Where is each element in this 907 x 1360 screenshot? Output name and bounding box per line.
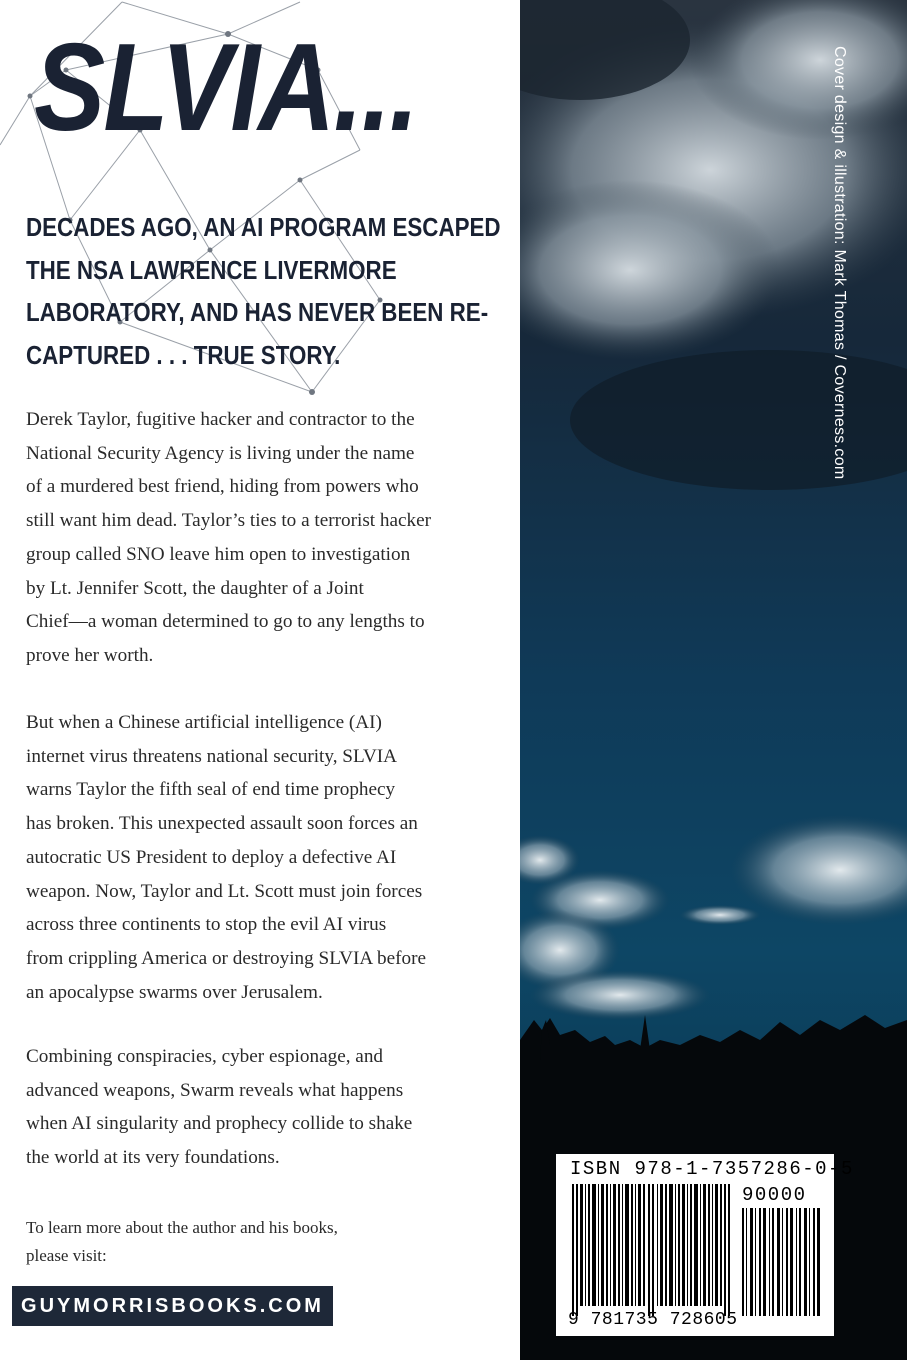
text-line: autocratic US President to deploy a defective AI: [26, 846, 397, 868]
text-line: Derek Taylor, fugitive hacker and contractor to the: [26, 409, 415, 430]
text-line: still want him dead. Taylor’s ties to a terrorist hacker: [26, 510, 432, 532]
isbn-barcode-panel: [556, 1154, 854, 1336]
isbn-text: ISBN 978-1-7357286-0-5: [570, 1158, 854, 1180]
text-line: by Lt. Jennifer Scott, the daughter of a Joint: [26, 577, 364, 599]
cover-credit: Cover design & illustration: Mark Thomas / Coverness.com: [831, 46, 848, 480]
synopsis-paragraph-1: [26, 403, 506, 673]
learn-more-text: [26, 1214, 506, 1270]
text-line: National Security Agency is living under the name: [26, 442, 415, 464]
text-line: advanced weapons, Swarm reveals what happens: [26, 1079, 404, 1101]
tagline-line: CAPTURED . . . TRUE STORY.: [26, 340, 341, 371]
synopsis-paragraph-2: [26, 706, 506, 1009]
text-line: please visit:: [26, 1246, 107, 1265]
text-line: internet virus threatens national security, SLVIA: [26, 745, 398, 767]
text-line: To learn more about the author and his books,: [26, 1218, 338, 1237]
text-line: from crippling America or destroying SLVIA before: [26, 947, 427, 969]
text-line: Combining conspiracies, cyber espionage, and: [26, 1046, 384, 1067]
text-line: Chief—a woman determined to go to any lengths to: [26, 611, 425, 633]
text-line: an apocalypse swarms over Jerusalem.: [26, 981, 323, 1003]
synopsis-paragraph-3: [26, 1040, 506, 1175]
tagline: [26, 206, 501, 377]
price-addon-barcode: [742, 1208, 820, 1316]
text-line: the world at its very foundations.: [26, 1147, 280, 1169]
book-title: SLVIA...: [34, 19, 418, 157]
text-line: across three continents to stop the evil AI virus: [26, 914, 387, 936]
text-line: has broken. This unexpected assault soon forces an: [26, 813, 418, 835]
text-line: of a murdered best friend, hiding from powers who: [26, 476, 419, 498]
text-line: weapon. Now, Taylor and Lt. Scott must join forces: [26, 880, 423, 902]
ean-barcode: [570, 1184, 730, 1316]
text-line: when AI singularity and prophecy collide to shake: [26, 1113, 413, 1135]
text-line: prove her worth.: [26, 644, 154, 666]
tagline-line: THE NSA LAWRENCE LIVERMORE: [26, 254, 397, 285]
barcode-digits: 9 781735 728605: [568, 1310, 738, 1330]
text-line: But when a Chinese artificial intelligence (AI): [26, 712, 382, 733]
tagline-line: LABORATORY, AND HAS NEVER BEEN RE-: [26, 297, 489, 328]
tagline-line: DECADES AGO, AN AI PROGRAM ESCAPED: [26, 212, 501, 242]
text-line: warns Taylor the fifth seal of end time prophecy: [26, 779, 396, 801]
website-link[interactable]: GUYMORRISBOOKS.COM: [12, 1286, 333, 1326]
price-code: 90000: [742, 1184, 807, 1206]
text-line: group called SNO leave him open to investigation: [26, 543, 411, 565]
